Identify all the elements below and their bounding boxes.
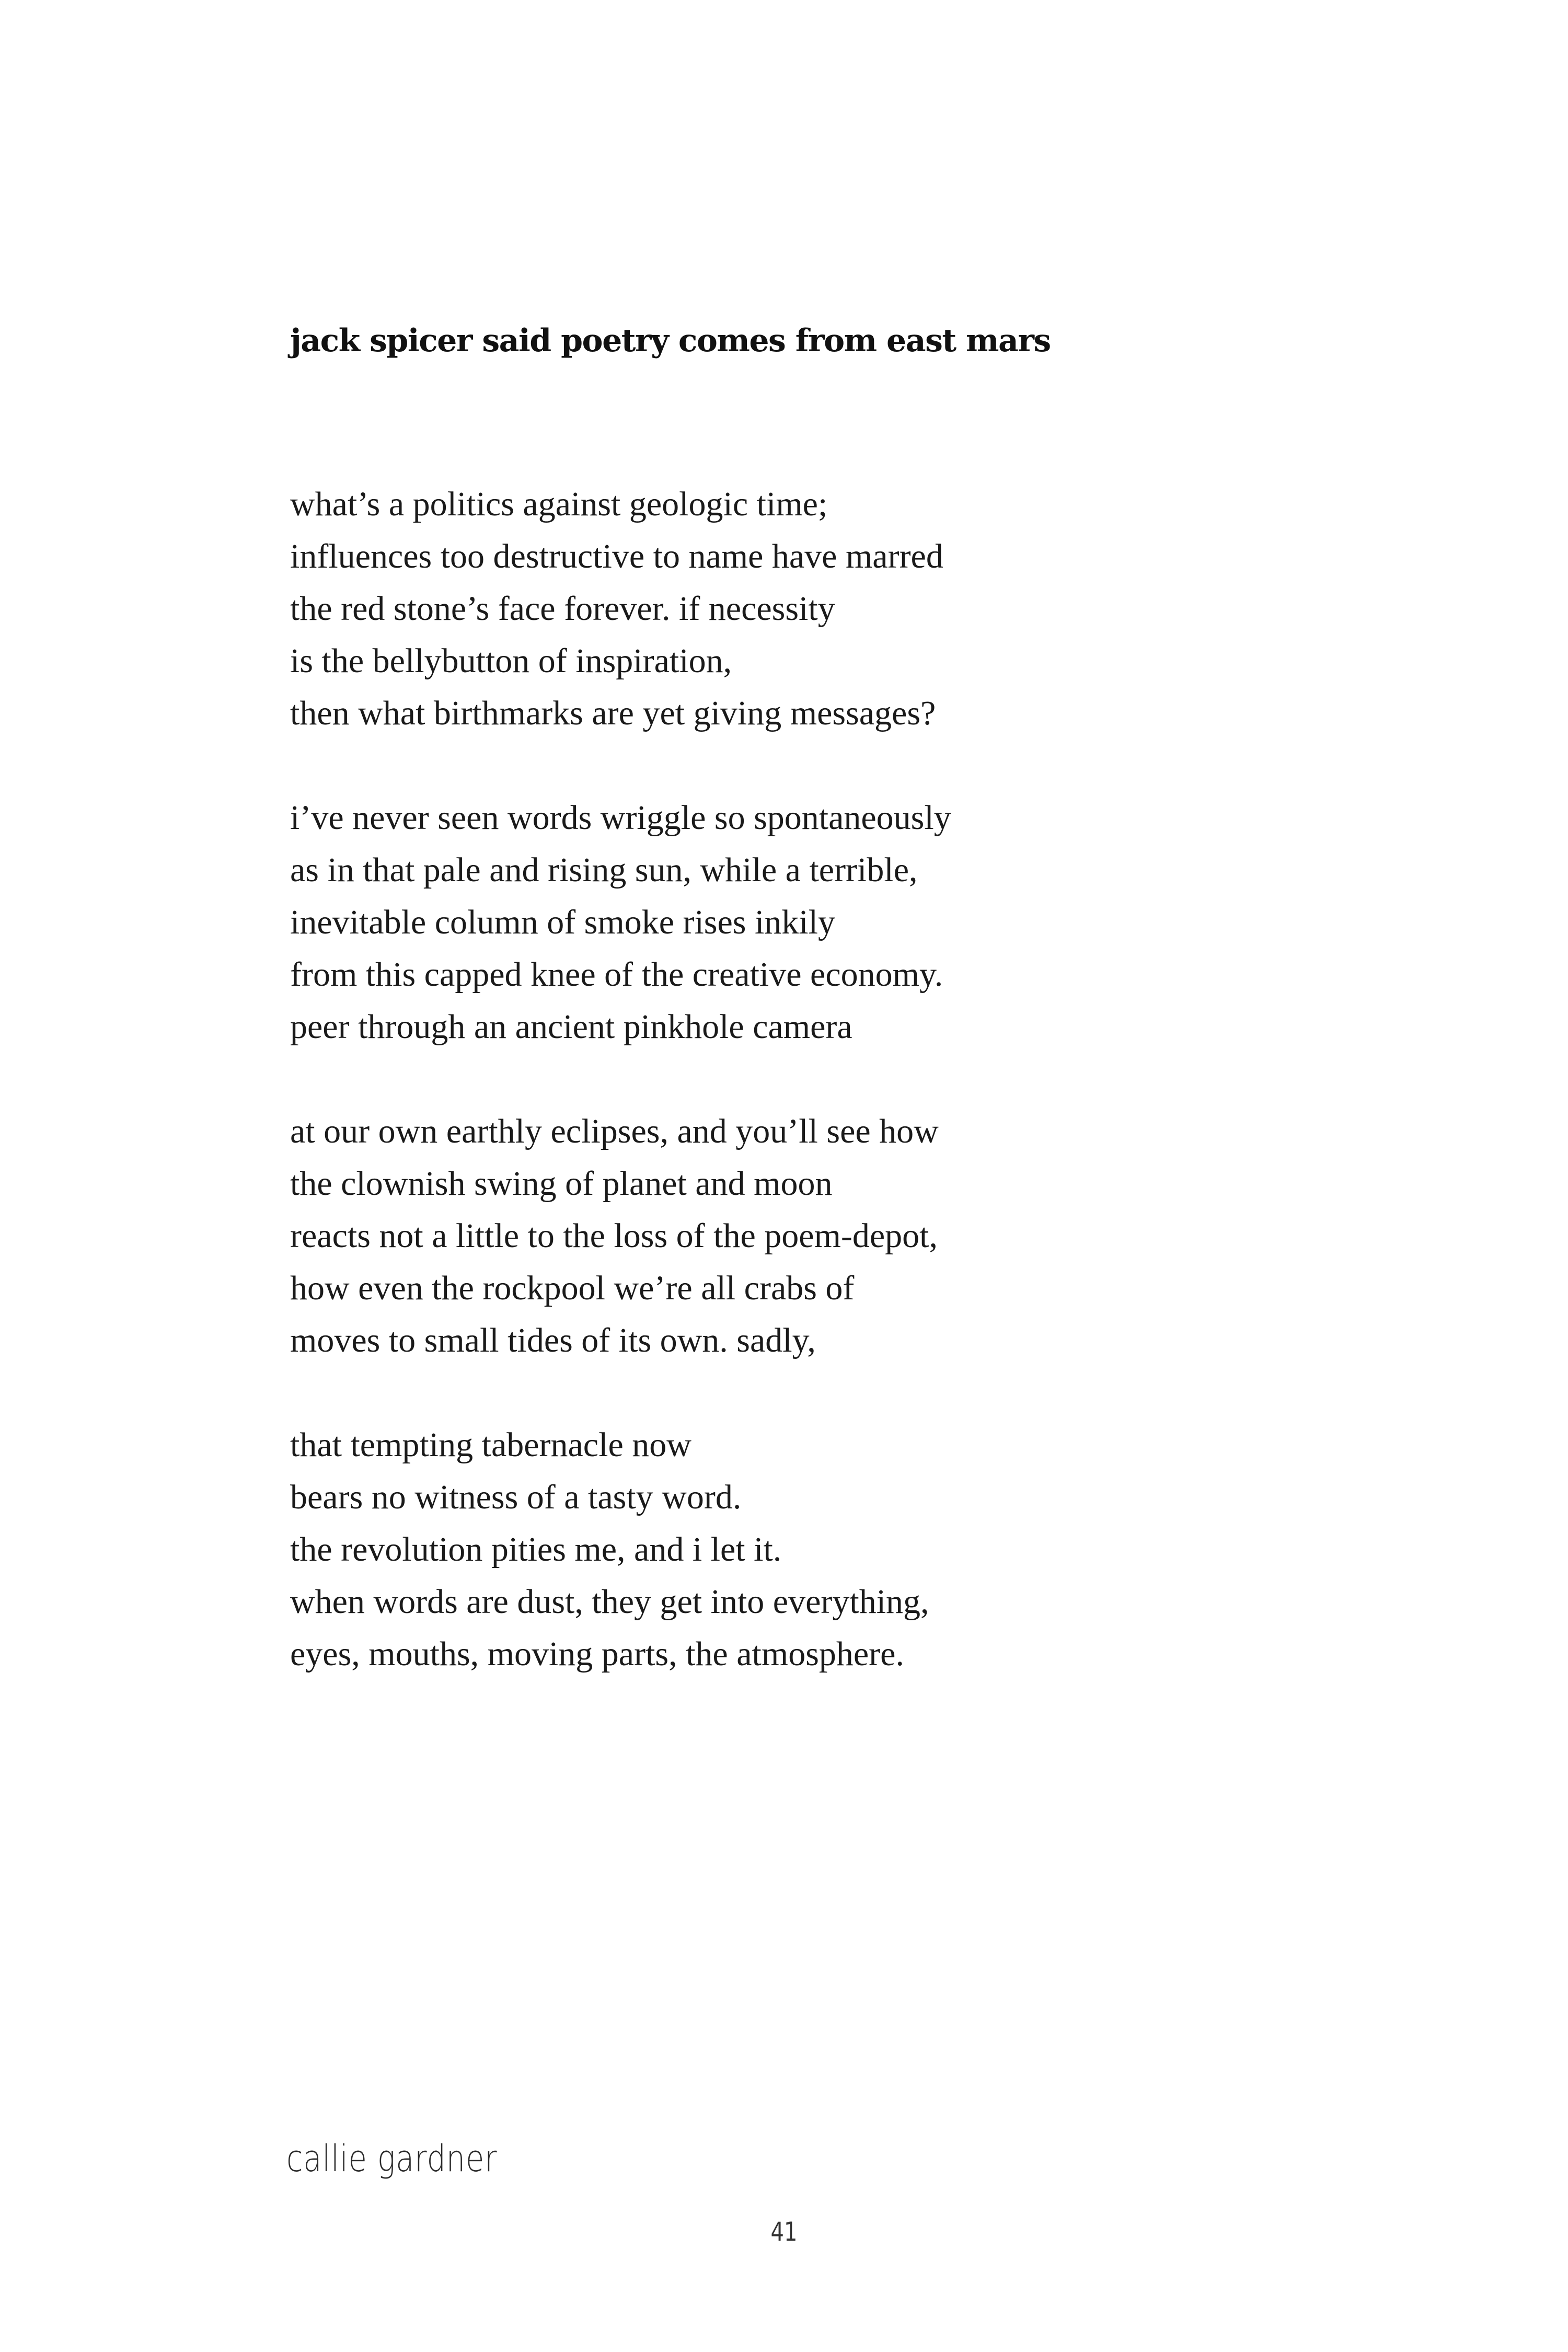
stanza-1	[290, 478, 1335, 740]
poem-line: the clownish swing of planet and moon	[290, 1165, 833, 1203]
poem-line: bears no witness of a tasty word.	[290, 1478, 742, 1516]
poem-line: influences too destructive to name have marred	[290, 537, 943, 575]
poem-line: at our own earthly eclipses, and you’ll see how	[290, 1112, 939, 1150]
stanza-2	[290, 792, 1335, 1053]
poem-line: that tempting tabernacle now	[290, 1426, 691, 1464]
poem-line: how even the rockpool we’re all crabs of	[290, 1269, 855, 1307]
poem-line: from this capped knee of the creative economy.	[290, 955, 943, 994]
author-name: callie gardner	[286, 2137, 498, 2180]
poem-line: then what birthmarks are yet giving messages?	[290, 694, 936, 732]
stanza-4	[290, 1419, 1335, 1680]
poem-line: as in that pale and rising sun, while a terrible,	[290, 851, 918, 889]
poem-line: moves to small tides of its own. sadly,	[290, 1321, 816, 1359]
poem-line: what’s a politics against geologic time;	[290, 485, 828, 523]
poem-line: when words are dust, they get into everything,	[290, 1583, 929, 1621]
poem-line: peer through an ancient pinkhole camera	[290, 1008, 852, 1046]
poem-line: eyes, mouths, moving parts, the atmosphere.	[290, 1635, 904, 1673]
poem-line: i’ve never seen words wriggle so spontaneously	[290, 799, 951, 837]
poem-line: reacts not a little to the loss of the poem-depot,	[290, 1217, 938, 1255]
poem-body	[290, 478, 1335, 1733]
poem-line: inevitable column of smoke rises inkily	[290, 903, 835, 941]
poem-line: the revolution pities me, and i let it.	[290, 1530, 782, 1569]
stanza-3	[290, 1105, 1335, 1367]
poem-line: is the bellybutton of inspiration,	[290, 642, 732, 680]
page-number: 41	[770, 2217, 798, 2247]
poem-line: the red stone’s face forever. if necessity	[290, 590, 835, 628]
poem-title: jack spicer said poetry comes from east mars	[290, 322, 1051, 359]
